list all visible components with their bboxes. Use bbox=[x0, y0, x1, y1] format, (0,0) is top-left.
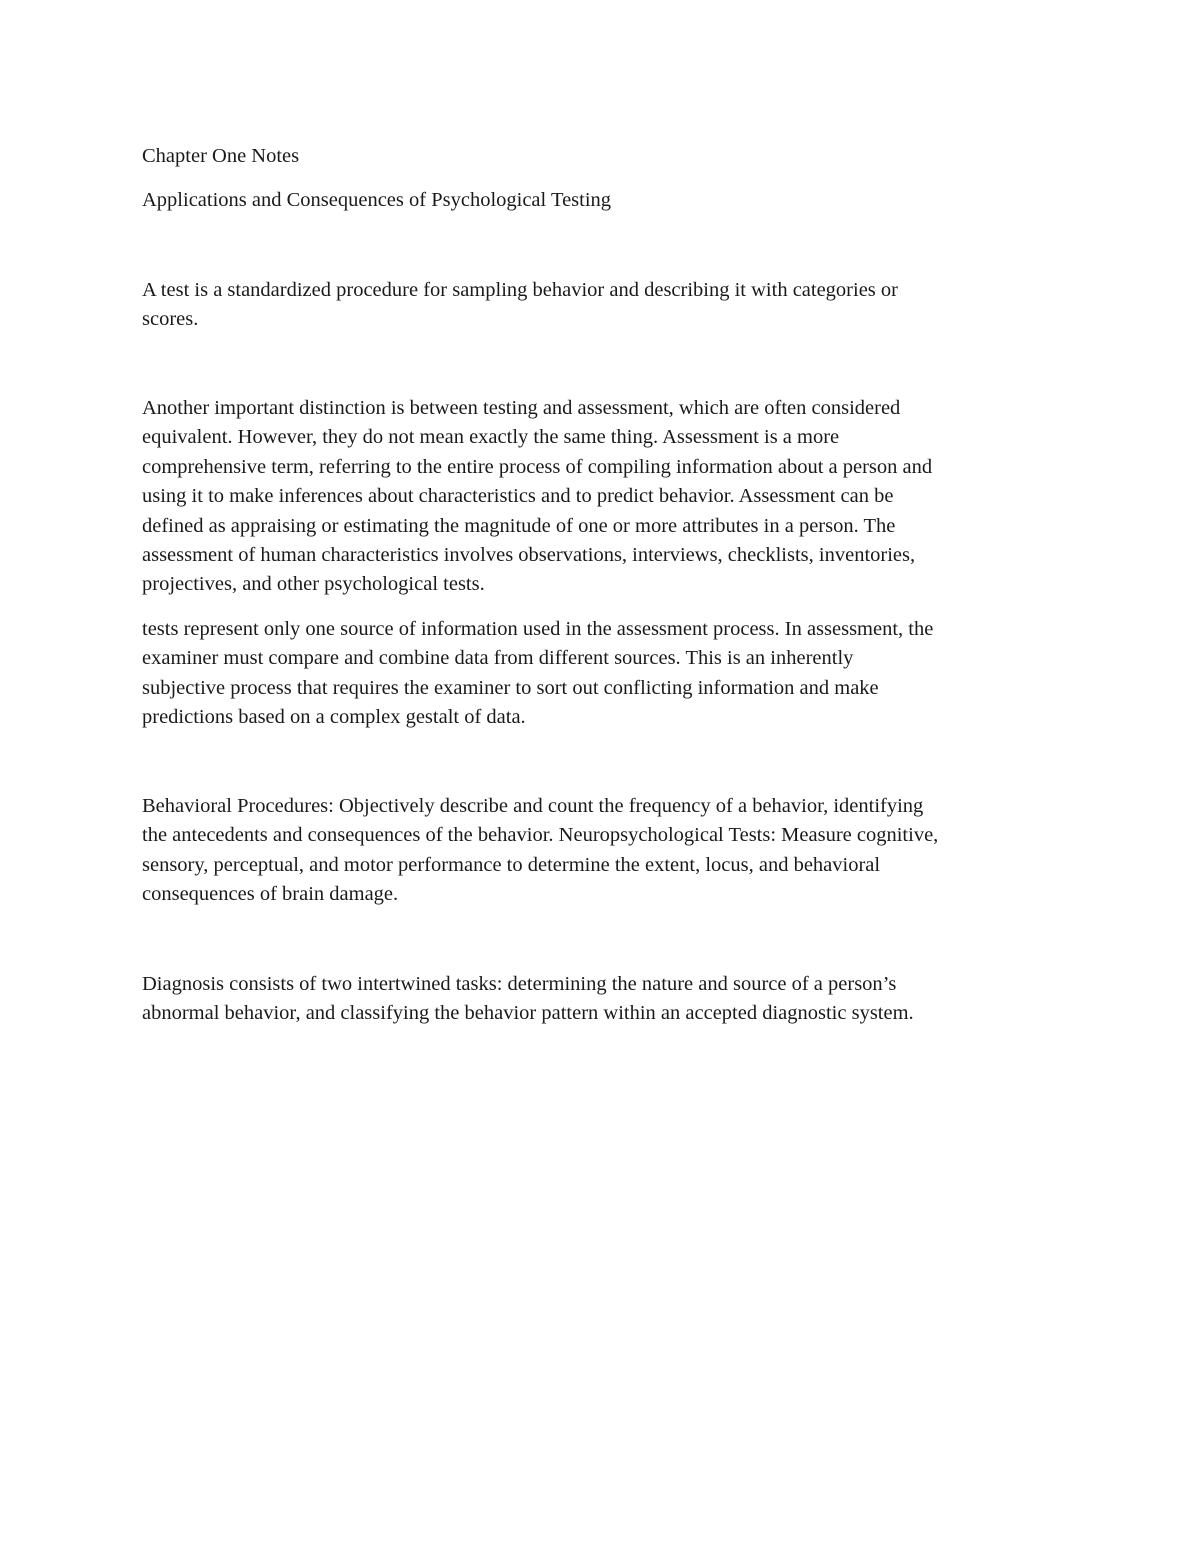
paragraph-line: sensory, perceptual, and motor performance to determine the extent, locus, and behavioral bbox=[142, 853, 881, 876]
paragraph-line: the antecedents and consequences of the behavior. Neuropsychological Tests: Measure cognitive, bbox=[142, 824, 939, 847]
paragraph-line: examiner must compare and combine data from different sources. This is an inherently bbox=[142, 647, 854, 670]
paragraph-line: comprehensive term, referring to the entire process of compiling information about a person and bbox=[142, 455, 933, 478]
paragraph-line: defined as appraising or estimating the magnitude of one or more attributes in a person. The bbox=[142, 514, 896, 537]
paragraph-behavioral-procedures bbox=[142, 792, 1072, 910]
paragraph-line: scores. bbox=[142, 308, 199, 331]
paragraph-line: A test is a standardized procedure for sampling behavior and describing it with categories or bbox=[142, 279, 898, 301]
paragraph-line: tests represent only one source of information used in the assessment process. In assessment, the bbox=[142, 618, 934, 640]
subtitle-text: Applications and Consequences of Psychological Testing bbox=[142, 189, 612, 211]
paragraph-testing-vs-assessment bbox=[142, 394, 1072, 600]
paragraph-line: assessment of human characteristics involves observations, interviews, checklists, inventories, bbox=[142, 544, 916, 567]
paragraph-line: Another important distinction is between testing and assessment, which are often considered bbox=[142, 397, 901, 419]
paragraph-line: Diagnosis consists of two intertwined tasks: determining the nature and source of a person’s bbox=[142, 973, 897, 995]
paragraph-line: predictions based on a complex gestalt of data. bbox=[142, 706, 526, 729]
paragraph-line: consequences of brain damage. bbox=[142, 883, 399, 906]
document-title bbox=[142, 142, 1072, 171]
paragraph-tests-source bbox=[142, 615, 1072, 733]
paragraph-line: abnormal behavior, and classifying the behavior pattern within an accepted diagnostic system. bbox=[142, 1002, 914, 1025]
title-text: Chapter One Notes bbox=[142, 145, 300, 167]
paragraph-line: projectives, and other psychological tests. bbox=[142, 573, 485, 596]
paragraph-diagnosis bbox=[142, 970, 1072, 1029]
paragraph-test-definition bbox=[142, 276, 1072, 335]
paragraph-line: subjective process that requires the examiner to sort out conflicting information and make bbox=[142, 676, 879, 699]
paragraph-line: Behavioral Procedures: Objectively describe and count the frequency of a behavior, identifying bbox=[142, 795, 924, 817]
paragraph-line: using it to make inferences about characteristics and to predict behavior. Assessment can be bbox=[142, 485, 894, 508]
paragraph-line: equivalent. However, they do not mean exactly the same thing. Assessment is a more bbox=[142, 426, 840, 449]
document-subtitle bbox=[142, 186, 1072, 215]
